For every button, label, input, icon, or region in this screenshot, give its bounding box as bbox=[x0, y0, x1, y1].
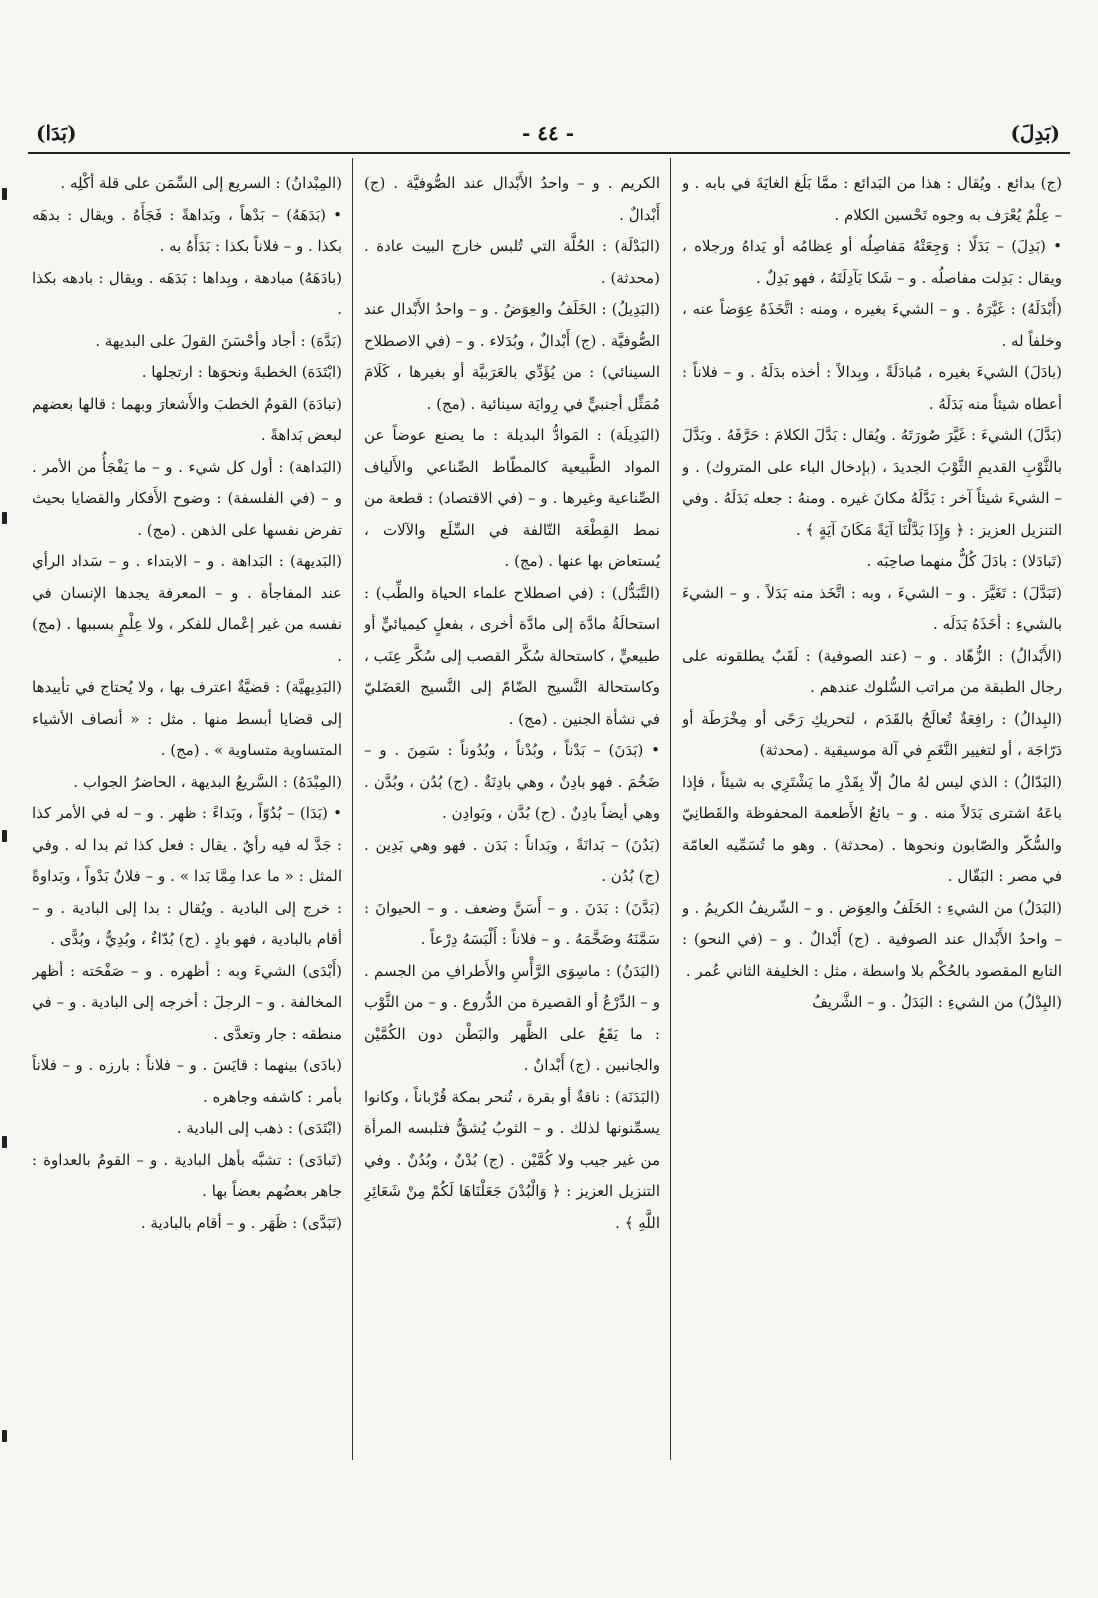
entry-paragraph: (ابْتَدَهَ) الخطبةَ ونحوَها : ارتجلها . bbox=[141, 363, 342, 381]
entry-paragraph: (ج) بدائع . ويُقال : هذا من البَدائع : ممَّا بَلَغ الغايَةَ في بابه . و – عِلْمٌ يُعْرَف به وجوه تَحْسين الكلام . bbox=[682, 174, 1062, 224]
entry-paragraph: (بَدَّنَ) : بَدَنَ . و – أَسَنَّ وضعف . و – الحيوانَ : سَمَّنَهُ وضَخَّمَهُ . و – فلاناً : أَلْبَسَهُ دِرْعاً . bbox=[364, 898, 660, 948]
entry-paragraph: (تَبَدَّى) : ظَهَر . و – أقام بالبادية . bbox=[140, 1213, 342, 1232]
margin-tick-mark bbox=[2, 188, 7, 200]
header-left-entry: (بَدَا) bbox=[36, 121, 77, 145]
entry-paragraph: (المِبْدَهُ) : السَّريعُ البديهة ، الحاضرُ الجواب . bbox=[73, 772, 342, 791]
column-divider-right bbox=[670, 158, 671, 1460]
header-right-entry: (بَدِلَ) bbox=[1010, 121, 1060, 145]
entry-paragraph: • (بَدِلَ) – بَدَلًا : وَجِعَتْهُ مَفاصِلُه أو عِظامُه أو يَداهُ ورجلاه ، ويقال : بَدِلت مفاصلُه . و – شَكا بَآدِلَتَهُ ، فهو بَدِلٌ . bbox=[682, 237, 1062, 287]
entry-paragraph: (تبادَهَ) القومُ الخطبَ والأَشعارَ وبهما : قالها بعضهم لبعض بَداهةً . bbox=[32, 394, 342, 444]
entry-paragraph: (الأَبْدالُ) : الزُّهّاد . و – (عند الصوفية) : لَقَبٌ يطلقونه على رجال الطبقة من مراتب السُّلوك عندهم . bbox=[682, 646, 1062, 696]
page-header bbox=[28, 120, 1068, 150]
entry-paragraph: • (بَدَهَهُ) – بَدْهاً ، وبَداهةً : فَجَأَهُ . ويقال : بدهَه بكذا . و – فلاناً بكذا : بَدَأَهُ به . bbox=[32, 205, 342, 255]
page-number: - ٤٤ - bbox=[521, 121, 575, 145]
entry-paragraph: (البَداهة) : أول كل شيء . و – ما يَفْجَأُ من الأمر . و – (في الفلسفة) : وضوح الأَفكار والقضايا بحيث تفرض نفسها على الذهن . (مج) . bbox=[32, 457, 342, 539]
entry-paragraph: (البَدّالُ) : الذي ليس لهُ مالٌ إلّا بِقَدْرِ ما يَشْتَرِي به شيئاً ، فإذا باعَهُ اشترى بَدَلاً منه . و – بائعُ الأَطعمة المحفوظة والقَطانِيّ والسُّكّر والصّابون ونحوها . (محدثة) . وهو ما تُسَمِّيه العامّة في مصر : البَقّال . bbox=[682, 772, 1062, 885]
margin-tick-mark bbox=[2, 830, 7, 842]
entry-paragraph: (البَدَلُ) من الشيءِ : الخَلَفُ والعِوَض . و – الشّريفُ الكريمُ . و – واحدُ الأَبْدال عند الصوفية . (ج) أَبْدالٌ . و – (في النحو) : التابع المقصود بالحُكْم بلا واسطة ، مثل : الخليفة الثاني عُمر . bbox=[682, 898, 1062, 980]
entry-paragraph: (البَدْلَة) : الحُلَّة التي تُلبس خارج البيت عادة . (محدثة) . bbox=[364, 237, 660, 287]
entry-paragraph: (أَبْدَى) الشيءَ وبه : أظهره . و – صَفْحَته : أظهر المخالفة . و – الرجلَ : أخرجه إلى البادية . و – في منطقه : جار وتعدَّى . bbox=[32, 961, 342, 1043]
entry-paragraph: (ابْتَدَى) : ذهب إلى البادية . bbox=[176, 1119, 342, 1137]
margin-tick-mark bbox=[2, 512, 7, 524]
entry-paragraph: (بادَلَ) الشيءَ بغيره ، مُبادَلَةً ، وبِدالاً : أخذه بدَلَهُ . و – فلاناً : أعطاه شيئاً منه بَدَلَهُ . bbox=[682, 363, 1062, 413]
entry-paragraph: (البَديهة) : البَداهة . و – الابتداء . و – سَداد الرأي عند المفاجأة . و – المعرفة يجدها الإنسان في نفسه من غير إعْمال للفكر ، ولا عِلْمٍ بسببها . (مج) . bbox=[32, 552, 342, 665]
column-right bbox=[682, 168, 1062, 1468]
entry-paragraph: (البَدَنُ) : ماسِوَى الرَّأْسِ والأَطرافِ من الجسم . و – الدِّرْعُ أو القصيرة من الدُّروع . و – من الثَّوْب : ما يَقَعُ على الظَّهر والبَطْن دون الكُمَّيْن والجانبين . (ج) أَبْدانٌ . bbox=[364, 961, 660, 1074]
column-middle bbox=[364, 168, 660, 1468]
entry-paragraph: (أَبْدَلَهُ) : غَيَّرَهُ . و – الشيءَ بغيره ، ومنه : اتَّخَذَهُ عِوَضاً عنه ، وخلفاً له . bbox=[682, 300, 1062, 350]
entry-paragraph: • (بَدَنَ) – بَدْناً ، وبُدْناً ، وبُدُوناً : سَمِنَ . و – ضَخُمَ . فهو بادِنٌ ، وهي بادِنَةٌ . (ج) بُدُن ، وبُدَّن . وهي أيضاً بادِنٌ . (ج) بُدَّن ، وبَوادِن . bbox=[364, 741, 660, 822]
entry-paragraph: (بادَى) بينهما : قايَسَ . و – فلاناً : بارزه . و – فلاناً بأمر : كاشفه وجاهره . bbox=[32, 1056, 342, 1106]
margin-tick-mark bbox=[2, 1136, 7, 1148]
entry-paragraph: (بادَهَهُ) مبادهة ، وبِداها : بَدَهَه . ويقال : بادهه بكذا . bbox=[32, 268, 342, 318]
entry-paragraph: (البَدَنَة) : ناقةٌ أو بقرة ، تُنحر بمكة قُرْباناً ، وكانوا يسمِّنونها لذلك . و – الثوبُ يُشقُّ فتلبسه المرأة من غير جيب ولا كُمَّيْن . (ج) بُدْنٌ ، وبُدُنٌ . وفي التنزيل العزيز : ﴿ وَالْبُدْنَ جَعَلْنَاهَا لَكُمْ مِنْ شَعَائِرِ اللَّهِ ﴾ . bbox=[364, 1087, 660, 1232]
header-rule bbox=[28, 152, 1070, 154]
entry-paragraph: (تَبادَلا) : بادَلَ كُلٌّ منهما صاحِبَه . bbox=[866, 552, 1062, 570]
column-divider-left bbox=[352, 158, 353, 1460]
entry-paragraph: (البَدِيلُ) : الخَلَفُ والعِوَضُ . و – واحدُ الأَبْدال عند الصُّوفيَّة . (ج) أَبْدالٌ ، وبُدَلاء . و – (في الاصطلاح السينائي) : من يُؤَدِّي بالعَرَبيَّة أو بغيرها ، كَلَامَ مُمَثِّل أجنبيٍّ في رِوايَة سينائية . (مج) . bbox=[364, 300, 660, 413]
entry-paragraph: (البِدالُ) : رافِعَةٌ تُعالَجُ بالقَدَم ، لتحريكِ رَحًى أو مِخْرَطَة أو دَرّاجَة ، أو لتغيير النَّغَمِ في آلة موسيقية . (محدثة) bbox=[682, 709, 1062, 759]
entry-paragraph: الكريم . و – واحدُ الأَبْدال عند الصُّوفيَّة . (ج) أَبْدالٌ . bbox=[364, 174, 660, 224]
entry-paragraph: (البَدِيهيَّة) : قضيَّةٌ اعترف بها ، ولا يُحتاج في تأييدها إلى قضايا أبسط منها . مثل : « أنصاف الأشياء المتساوية متساوية » . (مج) . bbox=[32, 678, 342, 759]
entry-paragraph: (بَدُنَ) – بَدانَةً ، وبَداناً : بَدَن . فهو وهي بَدِين . (ج) بُدُن . bbox=[364, 835, 660, 885]
entry-paragraph: (التَّبَدُّل) : (في اصطلاح علماء الحياة والطِّب) : استحالَةُ مادَّة إلى مادَّة أخرى ، بفعلٍ كيميائيٍّ أو طبيعيٍّ ، كاستحالة سُكَّر القصب إلى سُكَّر عِنَب ، وكاستحالة النَّسيج الضّامّ إلى النَّسيج العَضَليّ في نشأة الجنين . (مج) . bbox=[364, 583, 660, 728]
margin-tick-mark bbox=[2, 1430, 7, 1442]
column-left bbox=[32, 168, 342, 1468]
entry-paragraph: (المِبْدانُ) : السريع إلى السِّمَن على قلة أكْلِه . bbox=[60, 174, 342, 192]
entry-paragraph: (البِدْلُ) من الشيءِ : البَدَلُ . و – الشَّريفُ bbox=[812, 993, 1062, 1011]
entry-paragraph: • (بَدَا) – بُدُوّاً ، وبَداءً : ظهر . و – له في الأمر كذا : جَدَّ له فيه رأيٌ . يقال : فعل كذا ثم بدا له . وفي المثل : « ما عدا مِمَّا بَدا » . و – فلانٌ بَدْواً ، وبَداوةً : خرج إلى البادية . ويُقال : بدا إلى البادية . و – أقام بالبادية ، فهو بادٍ . (ج) بُدّاءٌ ، وبُدِيٌّ ، وبُدًّى . bbox=[32, 804, 342, 948]
entry-paragraph: (بَدَّلَ) الشيءَ : غَيَّرَ صُورَتَهُ . ويُقال : بَدَّلَ الكلامَ : حَرَّفَهُ . وبَدَّلَ بالثَّوْبِ القديمِ الثَّوْبَ الجديدَ ، (بإدخال الباء على المتروك) . و – الشيءَ شيئاً آخر : بَدَّلَهُ مكانَ غيره . ومنهُ : جعله بَدَلَهُ . وفي التنزيل العزيز : ﴿ وَإِذَا بَدَّلْنَا آيَةً مَكَانَ آيَةٍ ﴾ . bbox=[682, 426, 1062, 539]
entry-paragraph: (تَبَدَّلَ) : تَغَيَّرَ . و – الشيءَ ، وبه : اتَّخَذ منه بَدَلاً . و – الشيءَ بالشيءِ : أخَذَهُ بَدَلَه . bbox=[682, 583, 1062, 633]
entry-paragraph: (تَبادَى) : تشبَّه بأهل البادية . و – القومُ بالعداوة : جاهر بعضُهم بعضاً بها . bbox=[32, 1150, 342, 1200]
entry-paragraph: (البَدِيلَة) : المَوادُّ البديلة : ما يصنع عوضاً عن المواد الطَّبيعية كالمطّاط الصِّناعي والأَلياف الصِّناعية وغيرها . و – (في الاقتصاد) : قطعة من نمط القِطْعَة التّالفة في السِّلَع والآلات ، يُستعاض بها عنها . (مج) . bbox=[364, 426, 660, 570]
entry-paragraph: (بَدَّهَ) : أجاد وأحْسَنَ القولَ على البديهة . bbox=[95, 331, 342, 350]
